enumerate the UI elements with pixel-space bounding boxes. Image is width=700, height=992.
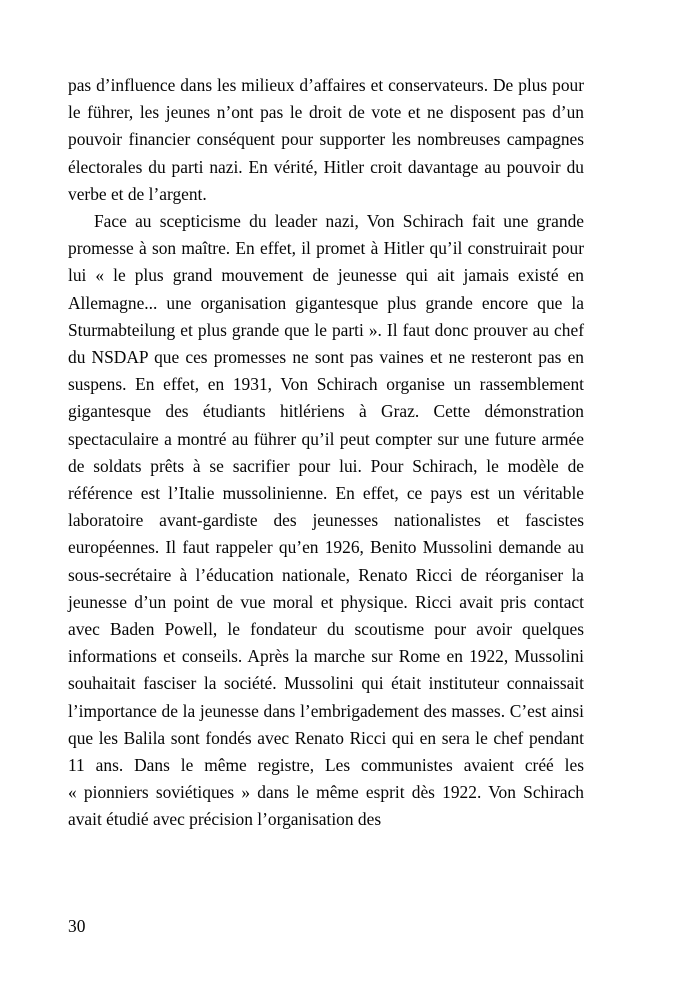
page-number: 30 [68,916,86,936]
body-paragraph-2: Face au scepticisme du leader nazi, Von Schirach fait une grande promesse à son maître. En effet, il promet à Hitler qu’il construirait pour lui « le plus grand mouvement de jeunesse qui ait jamais existé en Allemagne... une organisation gigantesque plus grande encore que la Sturmabteilung et plus grande que le parti ». Il faut donc prouver au chef du NSDAP que ces promesses ne sont pas vaines et ne resteront pas en suspens. En effet, en 1931, Von Schirach organise un rassemblement gigantesque des étudiants hitlériens à Graz. Cette démonstration spectaculaire a montré au führer qu’il peut compter sur une future armée de soldats prêts à se sacrifier pour lui. Pour Schirach, le modèle de référence est l’Italie mussolinienne. En effet, ce pays est un véritable laboratoire avant-gardiste des jeunesses nationalistes et fascistes européennes. Il faut rappeler qu’en 1926, Benito Mussolini demande au sous-secrétaire à l’éducation nationale, Renato Ricci de réorganiser la jeunesse d’un point de vue moral et physique. Ricci avait pris contact avec Baden Powell, le fondateur du scoutisme pour avoir quelques informations et conseils. Après la marche sur Rome en 1922, Mussolini souhaitait fasciser la société. Mussolini qui était instituteur connaissait l’importance de la jeunesse dans l’embrigadement des masses. C’est ainsi que les Balila sont fondés avec Renato Ricci qui en sera le chef pendant 11 ans. Dans le même registre, Les communistes avaient créé les « pionniers soviétiques » dans le même esprit dès 1922. Von Schirach avait étudié avec précision l’organisation des [68,211,584,830]
body-paragraph-1: pas d’influence dans les milieux d’affaires et conservateurs. De plus pour le führer, les jeunes n’ont pas le droit de vote et ne disposent pas d’un pouvoir financier conséquent pour supporter les nombreuses campagnes électorales du parti nazi. En vérité, Hitler croit davantage au pouvoir du verbe et de l’argent. [68,75,584,204]
body-text-block [68,72,584,834]
